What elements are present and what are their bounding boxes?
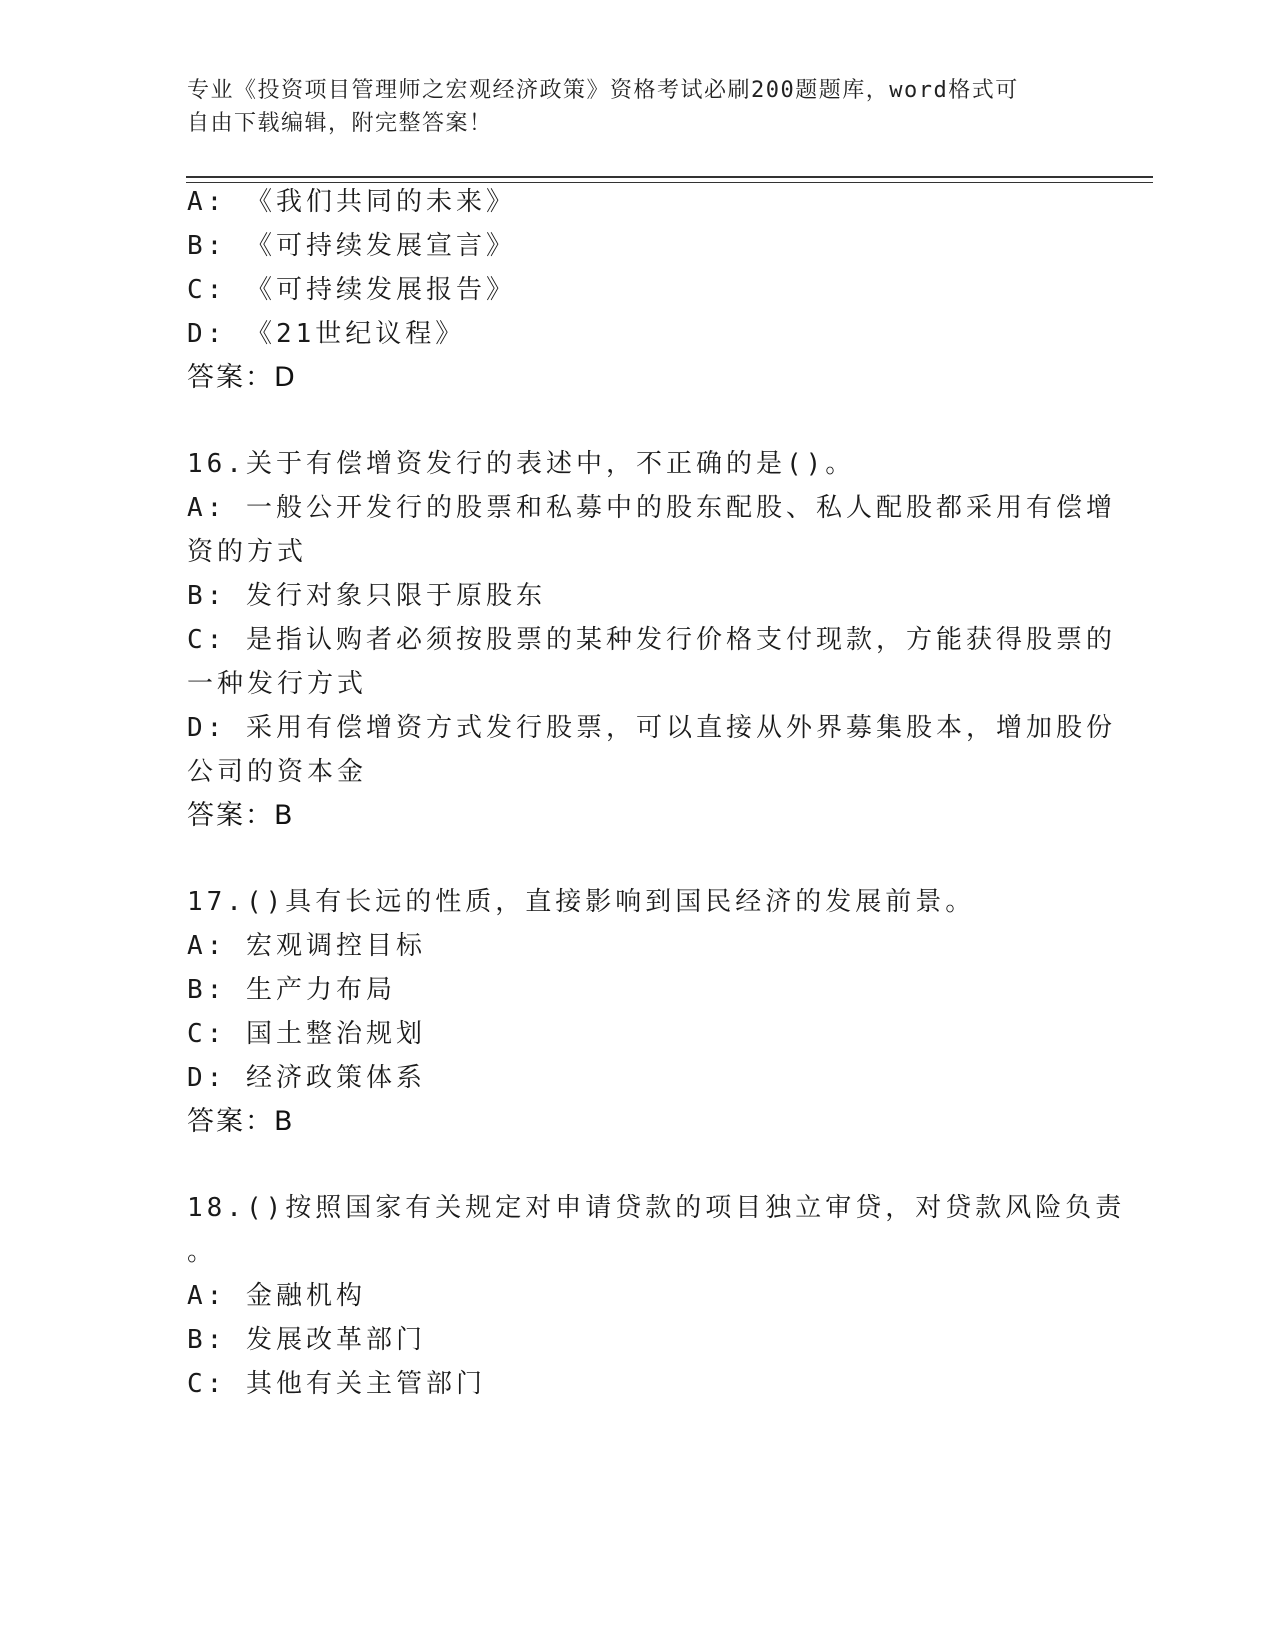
q16-question: 16.关于有偿增资发行的表述中，不正确的是()。 bbox=[187, 449, 856, 479]
q17-option-a: A: 宏观调控目标 bbox=[187, 931, 426, 961]
header-divider-thick bbox=[186, 176, 1153, 178]
q18-question-line-1: 18.()按照国家有关规定对申请贷款的项目独立审贷，对贷款风险负责 bbox=[187, 1193, 1126, 1223]
q16-option-a-line-1: A: 一般公开发行的股票和私募中的股东配股、私人配股都采用有偿增 bbox=[187, 493, 1116, 523]
header-line-2: 自由下载编辑，附完整答案！ bbox=[187, 111, 493, 136]
q17-option-c: C: 国土整治规划 bbox=[187, 1019, 426, 1049]
q17-question: 17.()具有长远的性质，直接影响到国民经济的发展前景。 bbox=[187, 887, 976, 917]
q15-option-b: B: 《可持续发展宣言》 bbox=[187, 231, 516, 261]
q17-option-b: B: 生产力布局 bbox=[187, 975, 396, 1005]
q17-answer: 答案：B bbox=[187, 1106, 295, 1137]
q18-question-line-2: 。 bbox=[187, 1237, 218, 1267]
q18-option-c: C: 其他有关主管部门 bbox=[187, 1369, 486, 1399]
q16-option-d-line-1: D: 采用有偿增资方式发行股票，可以直接从外界募集股本，增加股份 bbox=[187, 713, 1116, 743]
q15-option-c: C: 《可持续发展报告》 bbox=[187, 275, 516, 305]
q16-option-b: B: 发行对象只限于原股东 bbox=[187, 581, 546, 611]
q16-option-a-line-2: 资的方式 bbox=[187, 537, 308, 567]
q16-option-d-line-2: 公司的资本金 bbox=[187, 757, 368, 787]
header-divider-thin bbox=[186, 182, 1153, 183]
q17-option-d: D: 经济政策体系 bbox=[187, 1063, 426, 1093]
q15-option-d: D: 《21世纪议程》 bbox=[187, 319, 466, 349]
q15-option-a: A: 《我们共同的未来》 bbox=[187, 187, 516, 217]
header-line-1: 专业《投资项目管理师之宏观经济政策》资格考试必刷200题题库，word格式可 bbox=[187, 78, 1019, 103]
q16-option-c-line-2: 一种发行方式 bbox=[187, 669, 368, 699]
q16-option-c-line-1: C: 是指认购者必须按股票的某种发行价格支付现款，方能获得股票的 bbox=[187, 625, 1116, 655]
q18-option-b: B: 发展改革部门 bbox=[187, 1325, 426, 1355]
document-header bbox=[187, 74, 1067, 140]
q18-option-a: A: 金融机构 bbox=[187, 1281, 366, 1311]
q16-answer: 答案：B bbox=[187, 800, 295, 831]
q15-answer: 答案：D bbox=[187, 362, 297, 393]
